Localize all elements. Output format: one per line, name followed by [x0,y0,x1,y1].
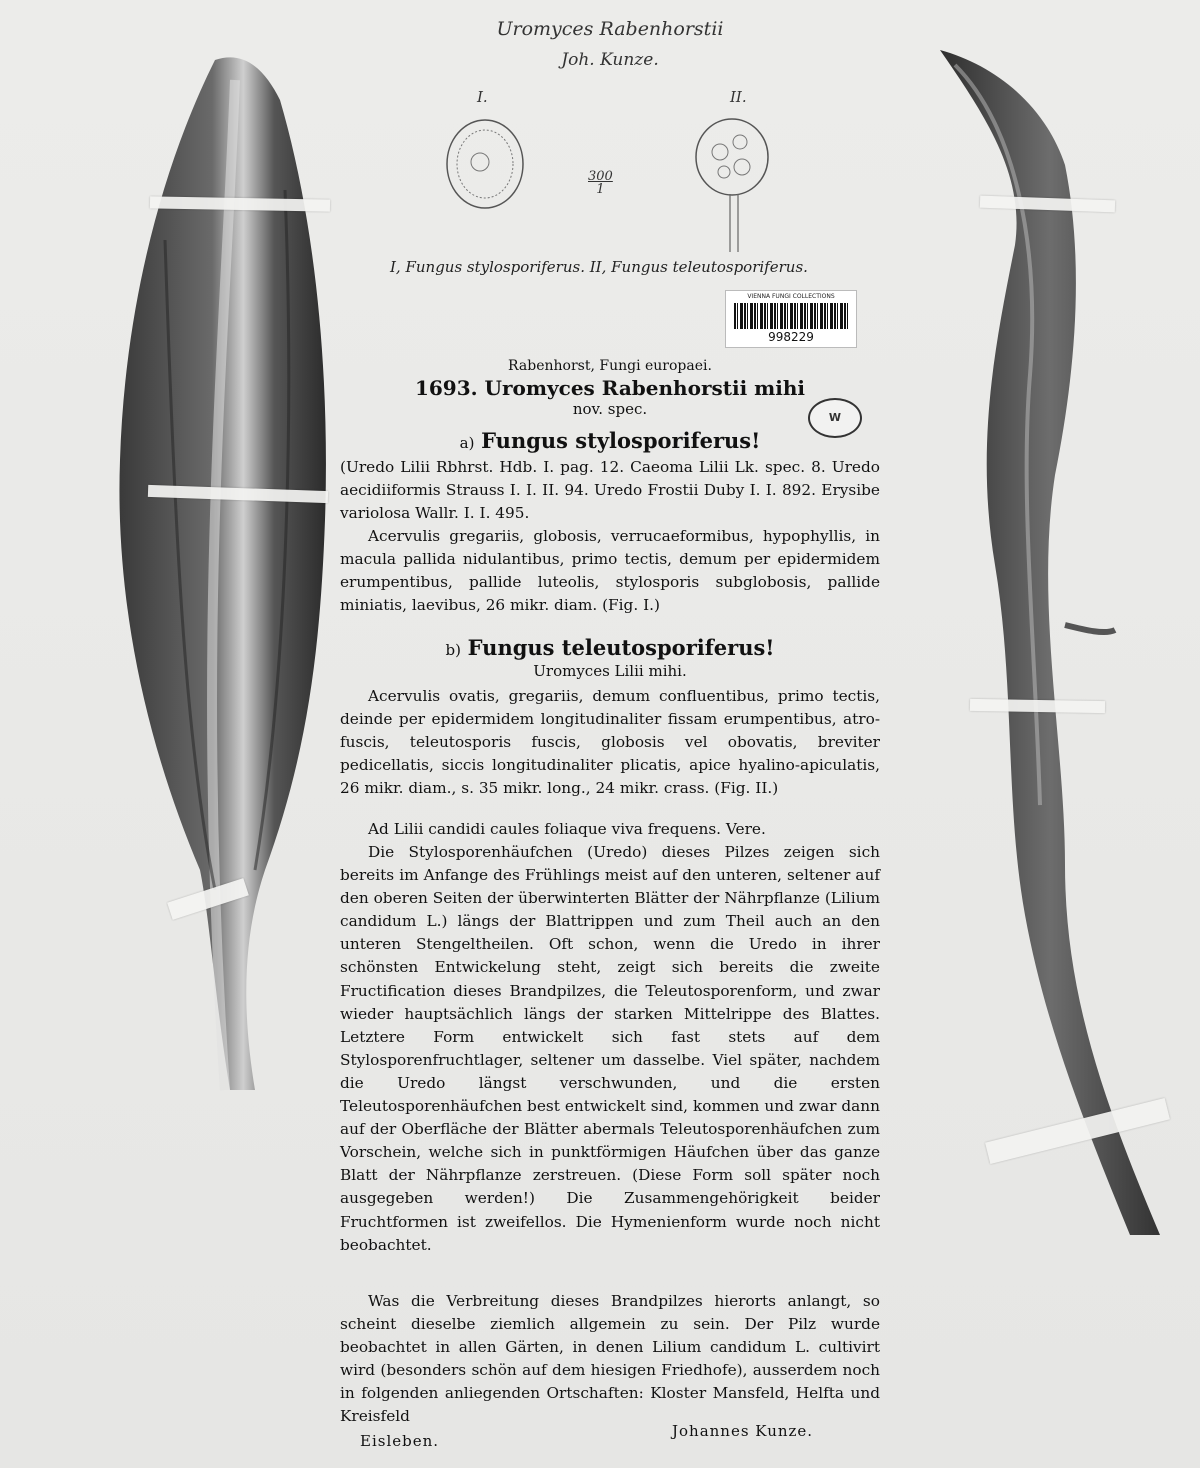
habitat-line: Ad Lilii candidi caules foliaque viva frequens. Vere. [368,820,766,838]
place-name: Eisleben. [360,1432,440,1450]
magnification-top: 300 [588,169,613,184]
figure-label-ii: II. [730,88,747,106]
right-leaf-image [935,45,1175,1245]
plate-caption: I, Fungus stylosporiferus. II, Fungus teleutosporiferus. [390,258,808,276]
section-a-title: Fungus stylosporiferus! [481,428,761,453]
section-b-letter: b) [445,641,461,659]
stylospore-drawing [440,112,530,222]
section-a-letter: a) [459,434,475,452]
barcode-label [725,290,857,348]
species-heading: 1693. Uromyces Rabenhorstii mihi [414,376,806,400]
section-b-heading [340,635,880,660]
magnification-bottom: 1 [596,182,605,197]
plate-title: Uromyces Rabenhorstii [496,18,724,40]
barcode-header: VIENNA FUNGI COLLECTIONS [747,293,835,300]
section-a-heading [340,428,880,453]
german-paragraph-1: Die Stylosporenhäufchen (Uredo) dieses Pilzes zeigen sich bereits im Anfange des Frühlings meist auf den unteren, seltener auf den oberen Seiten der überwinterten Blätter der Nährpflanze (Lilium candidum L.) längs der Blattrippen und zum Theil auch an den unteren Stengeltheilen. Oft schon, wenn die Uredo in ihrer schönsten Entwickelung steht, zeigt sich bereits die zweite Fructification dieses Brandpilzes, die Teleutosporenform, und zwar wieder hauptsächlich längs der starken Mittelrippe des Blattes. Letztere Form entwickelt sich fast stets auf dem Stylosporenfruchtlager, seltener um dasselbe. Viel später, nachdem die Uredo längst verschwunden, und die ersten Teleutosporenhäufchen best entwickelt sind, kommen und zwar dann auf der Oberfläche der Blätter abermals Teleutosporenhäufchen zum Vorschein, welche sich in punktförmigen Häufchen über das ganze Blatt der Nährpflanze zerstreuen. (Diese Form soll später noch ausgegeben werden!) Die Zusammengehörigkeit beider Fruchtformen ist zweifellos. Die Hymenienform wurde noch nicht beobachtet. [340,843,880,1254]
plate-author: Joh. Kunze. [561,50,659,70]
barcode-bars [734,303,848,329]
herbarium-stamp: W [808,398,862,438]
section-b-synonym: Uromyces Lilii mihi. [533,662,687,680]
species-subheading: nov. spec. [572,400,648,418]
figure-label-i: I. [477,88,488,106]
right-leaf-specimen [935,45,1175,1245]
barcode-number: 998229 [768,330,814,344]
author-signature: Johannes Kunze. [672,1422,814,1440]
teleutospore-drawing [690,112,780,262]
section-a-description: Acervulis gregariis, globosis, verrucaeformibus, hypophyllis, in macula pallida nidulantibus, primo tectis, demum per epidermidem erumpentibus, pallide luteolis, stylosporis subglobosis, pallide miniatis, laevibus, 26 mikr. diam. (Fig. I.) [340,527,880,615]
section-b-title: Fungus teleutosporiferus! [467,635,775,660]
magnification [588,170,613,196]
series-line: Rabenhorst, Fungi europaei. [508,358,712,374]
german-paragraph-2: Was die Verbreitung dieses Brandpilzes hierorts anlangt, so scheint dieselbe ziemlich allgemein zu sein. Der Pilz wurde beobachtet in allen Gärten, in denen Lilium candidum L. cultivirt wird (besonders schön auf dem hiesigen Friedhofe), ausserdem noch in folgenden anliegenden Ortschaften: Kloster Mansfeld, Helfta und Kreisfeld [340,1292,880,1426]
section-b-description: Acervulis ovatis, gregariis, demum confluentibus, primo tectis, deinde per epidermidem longitudinaliter fissam erumpentibus, atro-fuscis, teleutosporis fuscis, globosis vel obovatis, breviter pedicellatis, siccis longitudinaliter plicatis, apice hyalino-apiculatis, 26 mikr. diam., s. 35 mikr. long., 24 mikr. crass. (Fig. II.) [340,687,880,798]
section-a-synonyms: (Uredo Lilii Rbhrst. Hdb. I. pag. 12. Caeoma Lilii Lk. spec. 8. Uredo aecidiiformis Strauss I. I. II. 94. Uredo Frostii Duby I. I. 892. Erysibe variolosa Wallr. I. I. 495. [340,458,880,523]
mounting-strip [970,699,1105,713]
